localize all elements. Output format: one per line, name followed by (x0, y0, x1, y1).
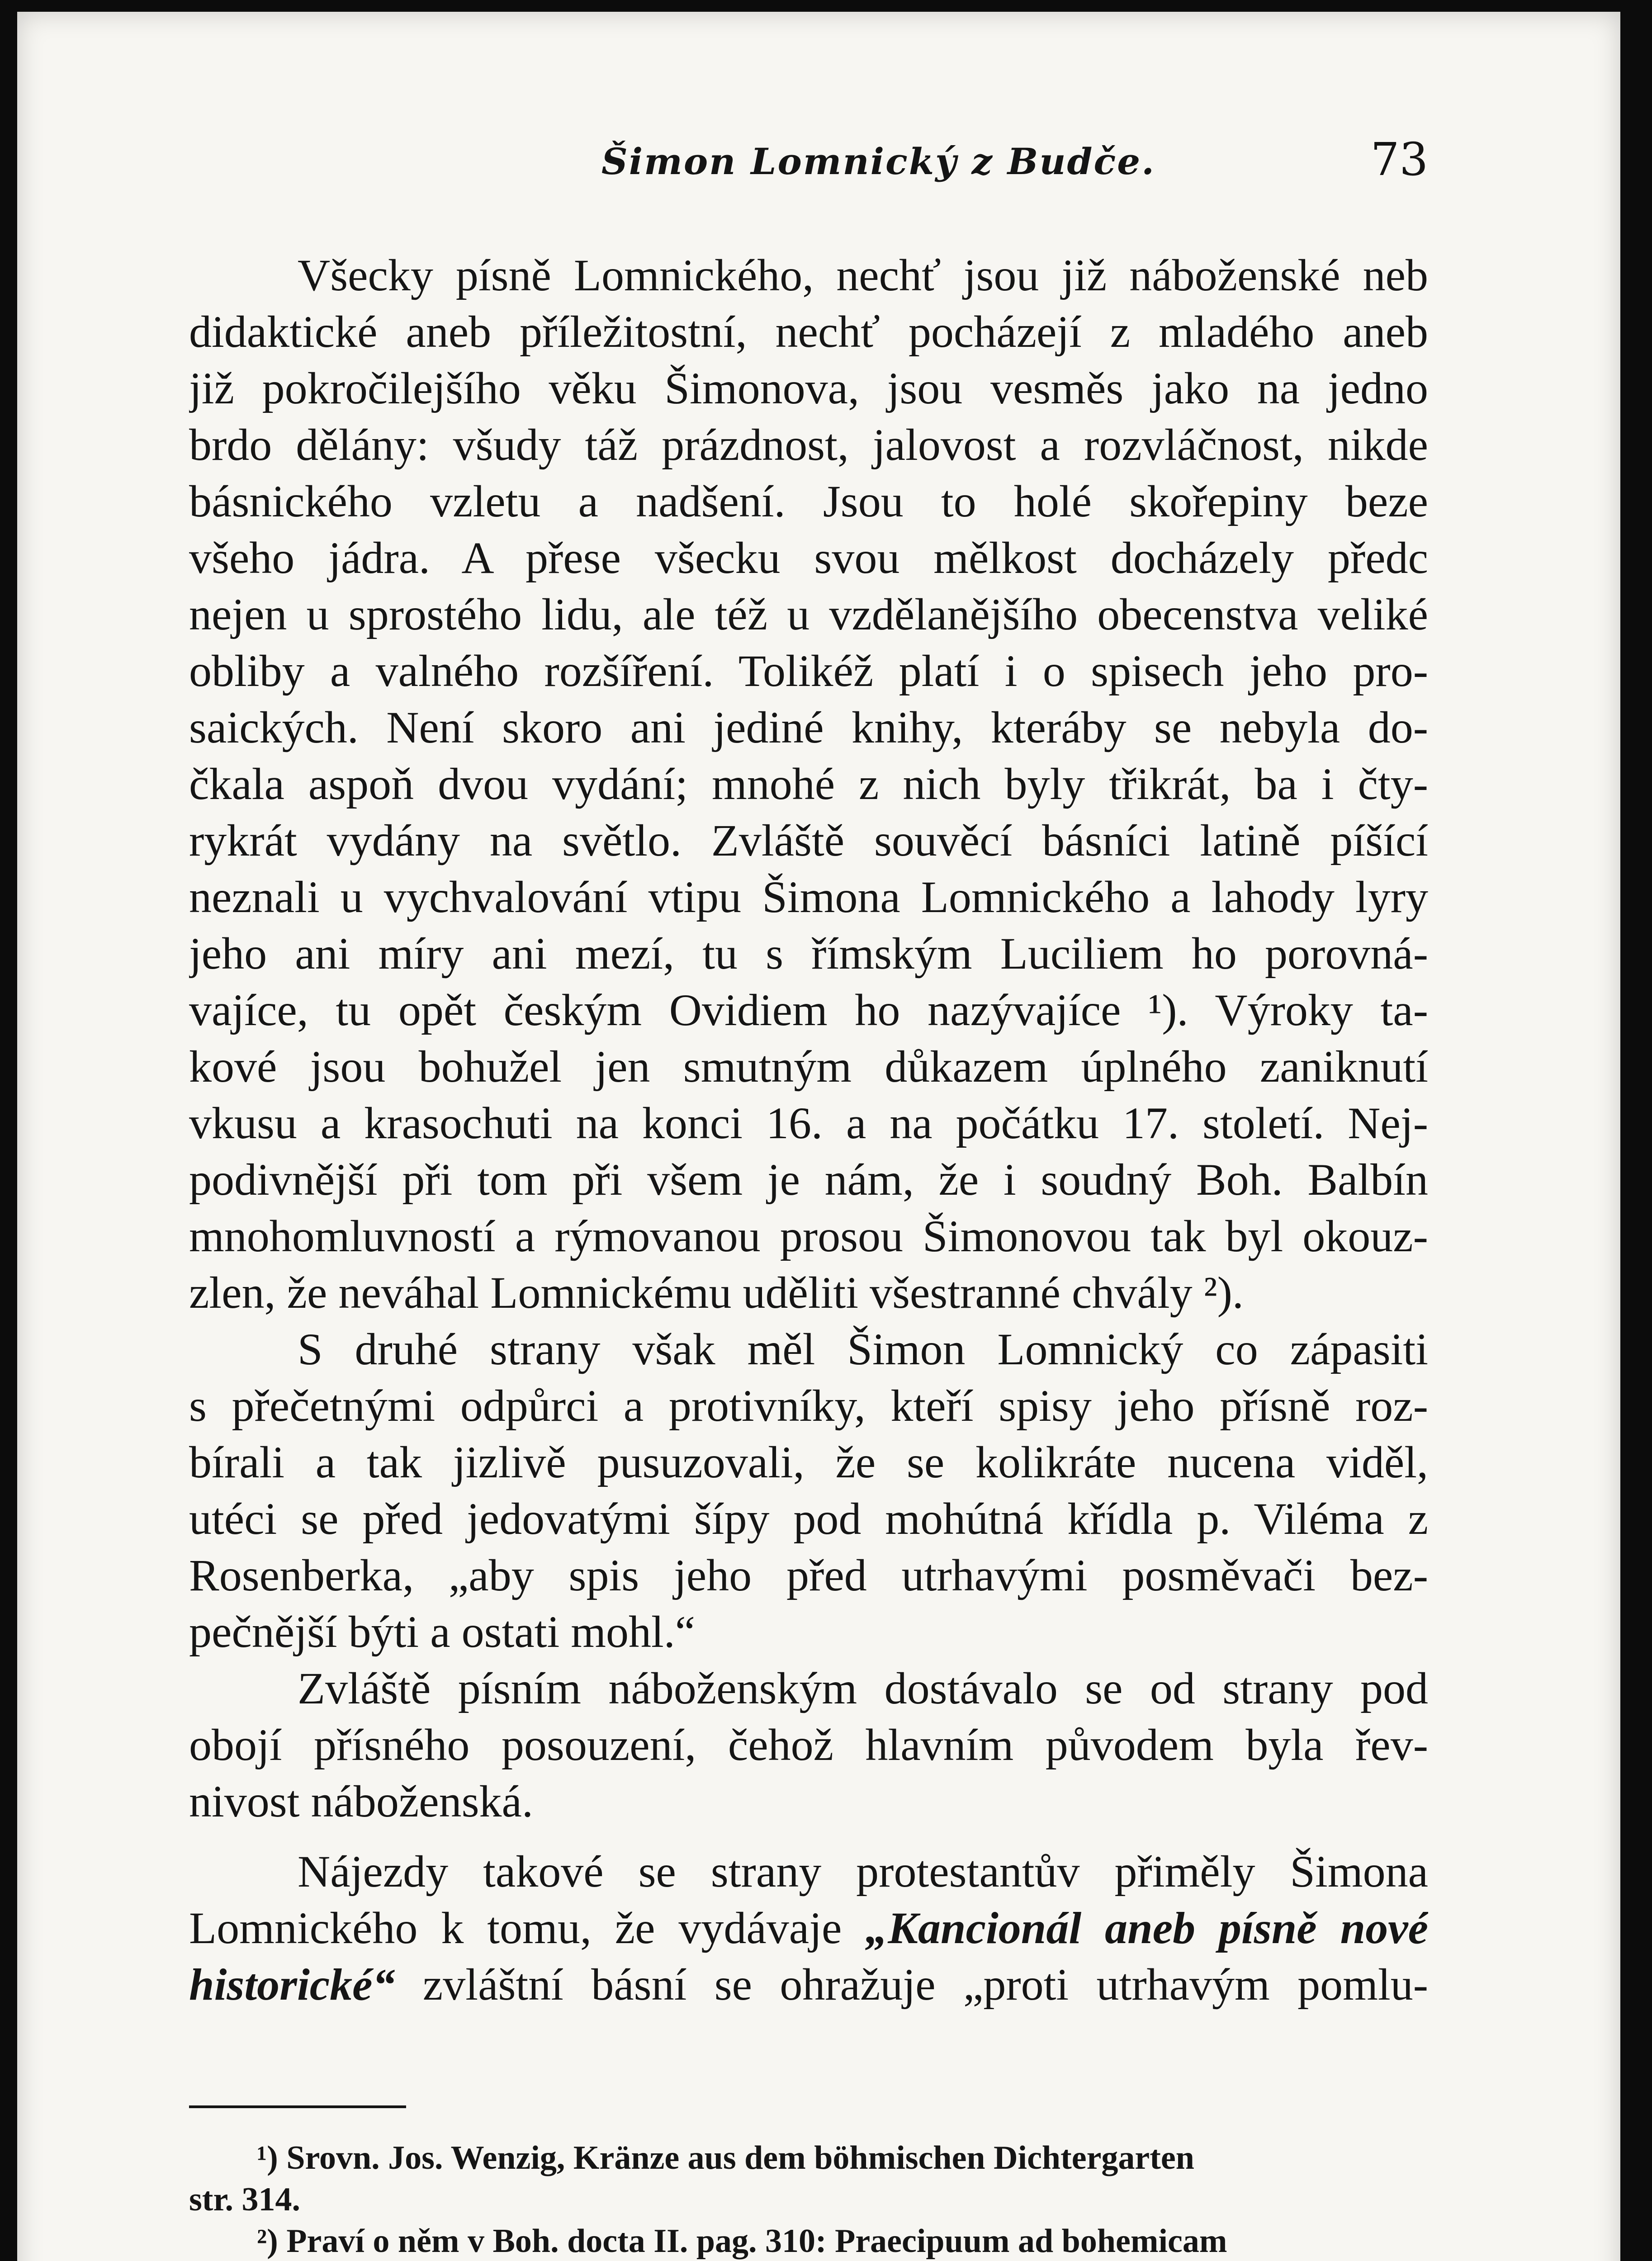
text-line: s přečetnými odpůrci a protivníky, kteří spisy jeho přísně roz- (189, 1381, 1428, 1431)
text-line: básnického vzletu a nadšení. Jsou to holé skořepiny beze (189, 476, 1428, 526)
text-segment: Lomnického k tomu, že vydávaje (189, 1903, 866, 1953)
text-line: všeho jádra. A přese všecku svou mělkost docházely předc (189, 533, 1428, 583)
text-line: čkala aspoň dvou vydání; mnohé z nich byly třikrát, ba i čty- (189, 759, 1428, 809)
text-line: didaktické aneb příležitostní, nechť pocházejí z mladého aneb (189, 307, 1428, 357)
text-line (189, 1956, 1428, 2013)
book-title: historické“ (189, 1959, 395, 2010)
text-line: brdo dělány: všudy táž prázdnost, jalovost a rozvláčnost, nikde (189, 420, 1428, 470)
footnote-text: Srovn. Jos. Wenzig, Kränze aus dem böhmischen Dichtergarten (286, 2139, 1194, 2176)
text-line: mnohomluvností a rýmovanou prosou Šimonovou tak byl okouz- (189, 1211, 1428, 1261)
text-line: nejen u sprostého lidu, ale též u vzdělanějšího obecenstva veliké (189, 589, 1428, 639)
text-segment: zvláštní básní se ohražuje „proti utrhavým pomlu- (395, 1959, 1428, 2010)
text-line: Rosenberka, „aby spis jeho před utrhavými posměvači bez- (189, 1550, 1428, 1600)
text-line: již pokročilejšího věku Šimonova, jsou vesměs jako na jedno (189, 363, 1428, 413)
text-line: S druhé strany však měl Šimon Lomnický co zápasiti (298, 1324, 1428, 1374)
running-title: Šimon Lomnický z Budče. (601, 140, 1155, 183)
body-text (189, 247, 1428, 2013)
text-line: pečnější býti a ostati mohl.“ (189, 1607, 696, 1657)
footnote-1 (189, 2137, 1428, 2179)
text-line: rykrát vydány na světlo. Zvláště souvěcí básníci latině píšící (189, 815, 1428, 866)
footnote-rule (189, 2105, 406, 2108)
text-line: Nájezdy takové se strany protestantův přiměly Šimona (298, 1846, 1428, 1897)
book-title: „Kancionál aneb písně nové (865, 1903, 1428, 1953)
footnote-2 (189, 2220, 1428, 2261)
footnote-mark: ²) (257, 2223, 278, 2260)
text-line: neznali u vychvalování vtipu Šimona Lomnického a lahody lyry (189, 872, 1428, 922)
text-line: zlen, že neváhal Lomnickému uděliti všestranné chvály ²). (189, 1268, 1244, 1318)
text-line (189, 1900, 1428, 1956)
text-line: nivost náboženská. (189, 1776, 533, 1826)
text-line: jeho ani míry ani mezí, tu s římským Luciliem ho porovná- (189, 928, 1428, 979)
page-number: 73 (1370, 133, 1428, 186)
text-line: utéci se před jedovatými šípy pod mohútná křídla p. Viléma z (189, 1494, 1428, 1544)
footnotes (189, 2137, 1428, 2261)
text-line: Zvláště písním náboženským dostávalo se od strany pod (298, 1663, 1428, 1713)
text-line: obliby a valného rozšíření. Tolikéž platí i o spisech jeho pro- (189, 646, 1428, 696)
text-line: bírali a tak jizlivě pusuzovali, že se kolikráte nucena viděl, (189, 1437, 1428, 1487)
footnote-1-continuation: str. 314. (189, 2181, 300, 2218)
text-line: obojí přísného posouzení, čehož hlavním původem byla řev- (189, 1720, 1428, 1770)
footnote-text: Praví o něm v Boh. docta II. pag. 310: Praecipuum ad bohemicam (286, 2223, 1227, 2260)
text-line: vkusu a krasochuti na konci 16. a na počátku 17. století. Nej- (189, 1098, 1428, 1148)
text-line: podivnější při tom při všem je nám, že i soudný Boh. Balbín (189, 1154, 1428, 1205)
text-line: saických. Není skoro ani jediné knihy, kteráby se nebyla do- (189, 702, 1428, 752)
text-line: Všecky písně Lomnického, nechť jsou již náboženské neb (298, 250, 1428, 300)
footnote-mark: ¹) (257, 2139, 278, 2176)
text-line: kové jsou bohužel jen smutným důkazem úplného zaniknutí (189, 1041, 1428, 1092)
page-header (189, 124, 1428, 192)
text-line: vajíce, tu opět českým Ovidiem ho nazývajíce ¹). Výroky ta- (189, 985, 1428, 1035)
book-page (17, 12, 1620, 2261)
